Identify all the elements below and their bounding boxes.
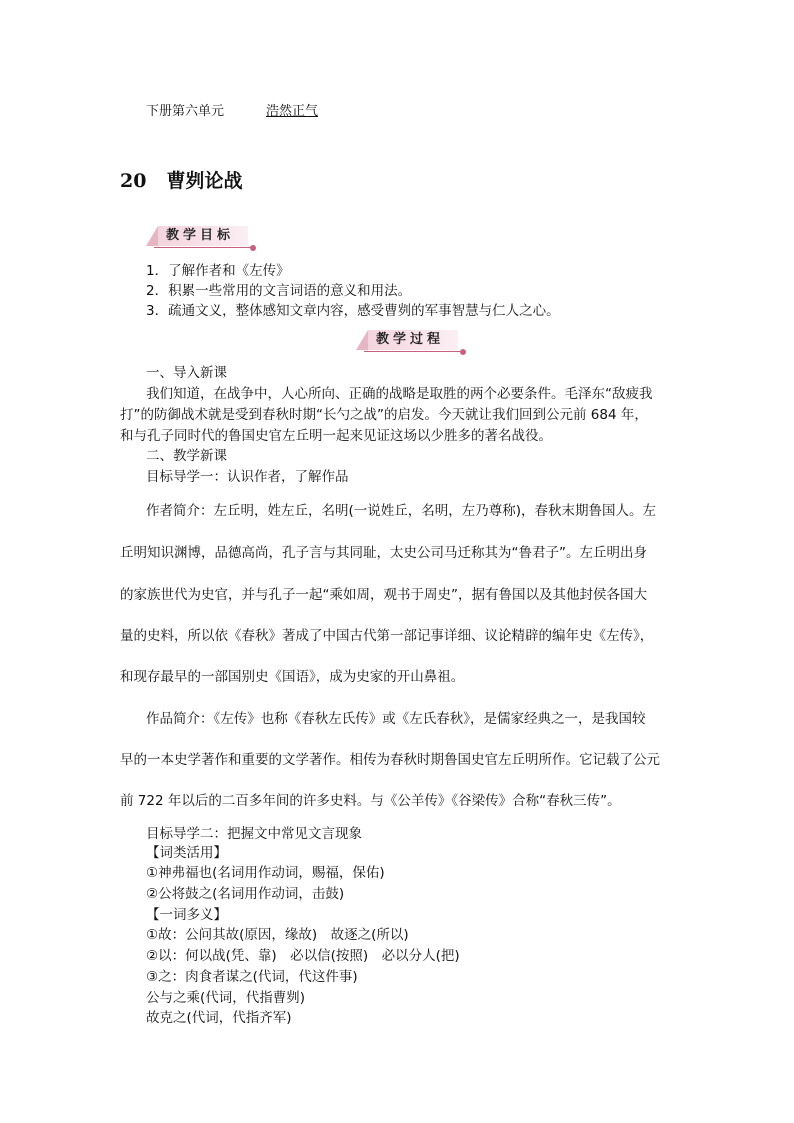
- list-item: 故克之(代词，代指齐军): [146, 1010, 292, 1026]
- goals-banner-label: 教学目标: [158, 226, 248, 246]
- list-item: ③之：肉食者谋之(代词，代这件事): [146, 969, 358, 985]
- lesson-number: 20: [120, 170, 147, 192]
- list-item: ②以：何以战(凭、靠) 必以信(按照) 必以分人(把): [146, 948, 460, 964]
- paragraph-line: 作者简介：左丘明，姓左丘，名明(一说姓丘，名明，左乃尊称)，春秋末期鲁国人。左: [146, 503, 657, 519]
- paragraph-line: 早的一本史学著作和重要的文学著作。相传为春秋时期鲁国史官左丘明所作。它记载了公元: [120, 752, 660, 768]
- paragraph-line: 打”的防御战术就是受到春秋时期“长勺之战”的启发。今天就让我们回到公元前 684 年，: [120, 407, 648, 423]
- paragraph-line: 丘明知识渊博，品德高尚，孔子言与其同耻，太史公司马迁称其为“鲁君子”。左丘明出身: [120, 545, 647, 561]
- unit-header: [146, 100, 318, 119]
- banner-dot-icon: [250, 245, 256, 251]
- target-heading: 目标导学一：认识作者，了解作品: [146, 469, 349, 485]
- unit-name: 浩然正气: [266, 104, 319, 119]
- paragraph-line: 前 722 年以后的二百多年间的许多史料。与《公羊传》《谷梁传》合称“春秋三传”。: [120, 793, 621, 809]
- paragraph-line: 我们知道，在战争中，人心所向、正确的战略是取胜的两个必要条件。毛泽东“敌疲我: [146, 386, 653, 402]
- section-heading: 二、教学新课: [146, 448, 227, 464]
- lesson-title: [120, 166, 242, 193]
- paragraph-line: 和现存最早的一部国别史《国语》，成为史家的开山鼻祖。: [120, 669, 465, 685]
- paragraph-line: 的家族世代为史官，并与孔子一起“乘如周，观书于周史”，据有鲁国以及其他封侯各国大: [120, 587, 647, 603]
- list-item: ②公将鼓之(名词用作动词，击鼓): [146, 886, 345, 902]
- list-item: 公与之乘(代词，代指曹刿): [146, 990, 306, 1006]
- goal-item: 2．积累一些常用的文言词语的意义和用法。: [146, 283, 412, 299]
- list-item: ①故：公问其故(原因，缘故) 故逐之(所以): [146, 927, 409, 943]
- banner-dot-icon: [460, 349, 466, 355]
- banner-decoration: [146, 226, 158, 246]
- lesson-name: 曹刿论战: [166, 170, 243, 192]
- category-heading: 【一词多义】: [146, 907, 227, 923]
- paragraph-line: 作品简介：《左传》也称《春秋左氏传》或《左氏春秋》，是儒家经典之一，是我国较: [146, 711, 646, 727]
- goal-item: 1．了解作者和《左传》: [146, 263, 290, 279]
- target-heading: 目标导学二：把握文中常见文言现象: [146, 826, 362, 842]
- category-heading: 【词类活用】: [146, 845, 227, 861]
- section-heading: 一、导入新课: [146, 365, 227, 381]
- goals-banner: [146, 224, 248, 248]
- list-item: ①神弗福也(名词用作动词，赐福，保佑): [146, 865, 385, 881]
- paragraph-line: 和与孔子同时代的鲁国史官左丘明一起来见证这场以少胜多的著名战役。: [120, 428, 552, 444]
- unit-label: 下册第六单元: [146, 104, 225, 119]
- paragraph-line: 量的史料，所以依《春秋》著成了中国古代第一部记事详细、议论精辟的编年史《左传》，: [120, 628, 654, 644]
- banner-decoration: [356, 330, 368, 350]
- process-banner-label: 教学过程: [368, 330, 458, 350]
- process-banner: [356, 328, 458, 352]
- goal-item: 3．疏通文义，整体感知文章内容，感受曹刿的军事智慧与仁人之心。: [146, 303, 560, 319]
